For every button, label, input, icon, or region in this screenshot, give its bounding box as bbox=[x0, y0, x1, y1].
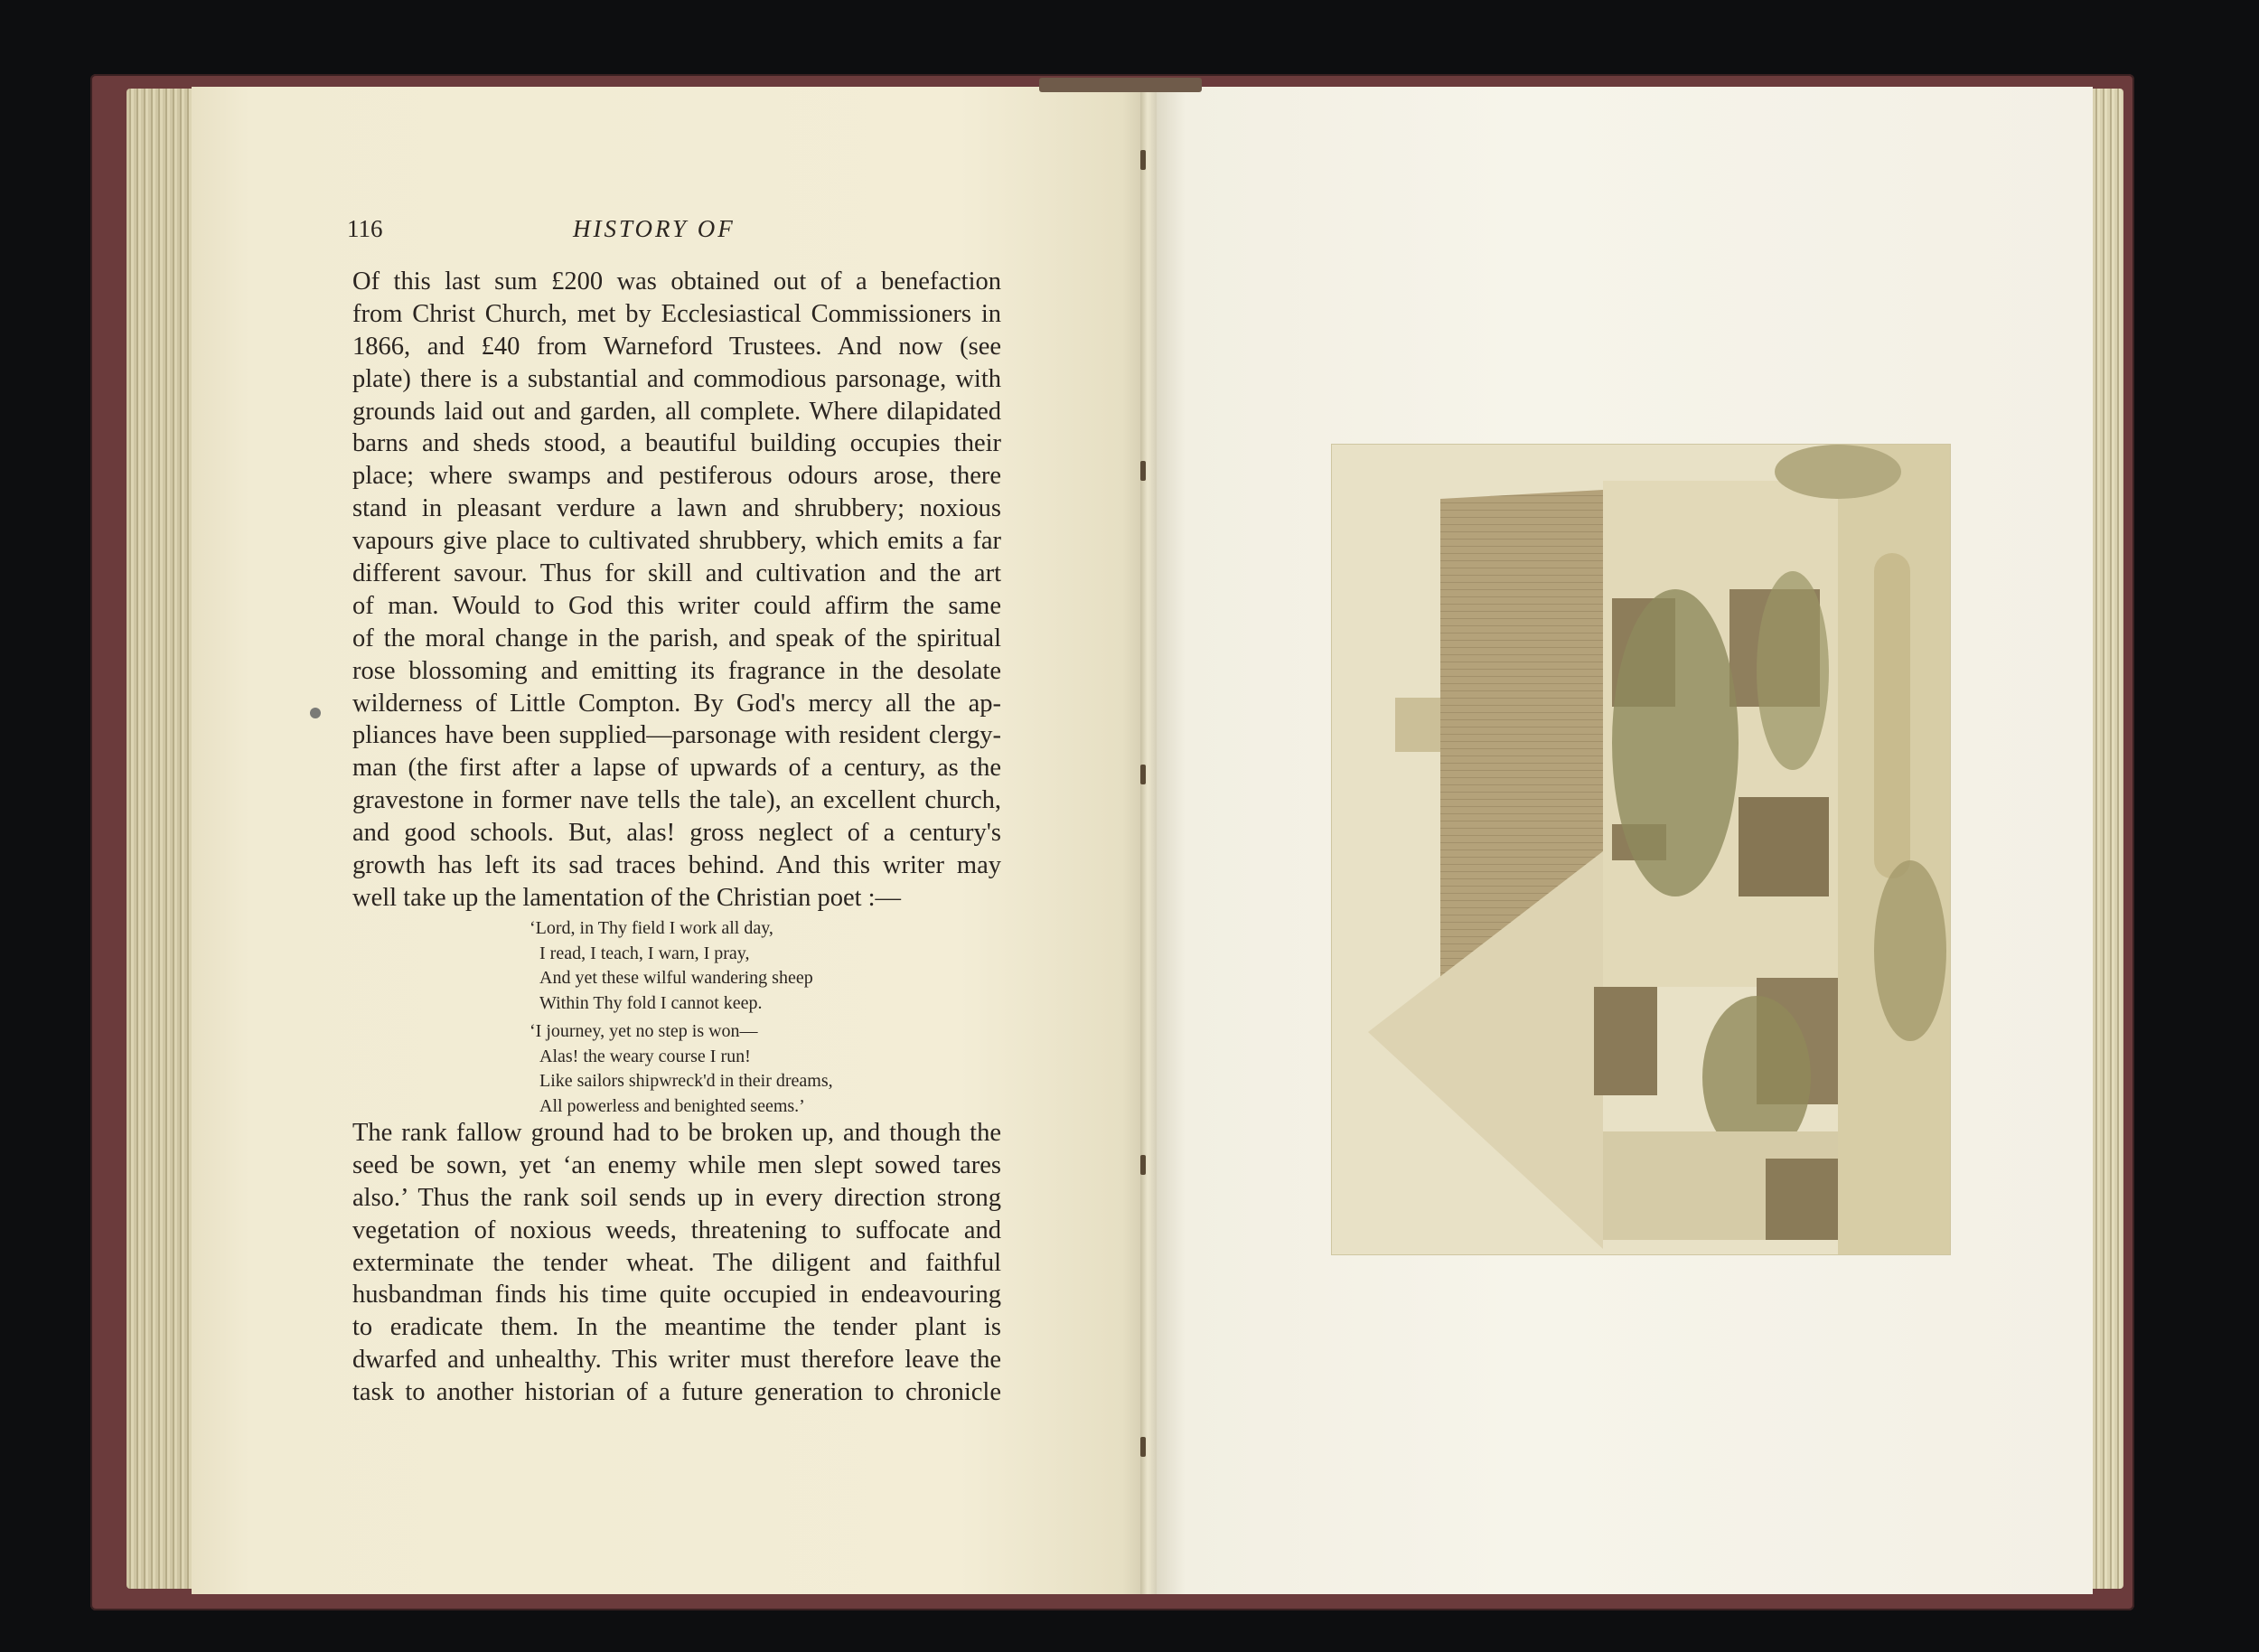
page-number: 116 bbox=[347, 215, 383, 242]
binding-stitch bbox=[1140, 1155, 1146, 1175]
poem-line: Within Thy fold I cannot keep. bbox=[539, 992, 763, 1013]
gutter bbox=[1140, 87, 1157, 1594]
text-line: from Christ Church, met by Ecclesiastical Commissioners in bbox=[352, 299, 1001, 328]
text-line: well take up the lamentation of the Christian poet :— bbox=[352, 883, 902, 912]
text-line: seed be sown, yet ‘an enemy while men slept sowed tares bbox=[352, 1150, 1001, 1179]
text-line: wilderness of Little Compton. By God's mercy all the ap- bbox=[352, 689, 1001, 718]
paragraph-2 bbox=[352, 1117, 1001, 1409]
text-line: gravestone in former nave tells the tale), an excellent church, bbox=[352, 786, 1001, 815]
text-line: also.’ Thus the rank soil sends up in every direction strong bbox=[352, 1183, 1001, 1212]
binding-stitch bbox=[1140, 1437, 1146, 1457]
text-line: man (the first after a lapse of upwards of a century, as the bbox=[352, 754, 1001, 783]
text-line: to eradicate them. In the meantime the tender plant is bbox=[352, 1313, 1001, 1342]
poem-stanza-2 bbox=[530, 1019, 909, 1119]
running-head bbox=[347, 215, 998, 248]
text-line: stand in pleasant verdure a lawn and shrubbery; noxious bbox=[352, 494, 1001, 523]
text-line: pliances have been supplied—parsonage with resident clergy- bbox=[352, 721, 1001, 750]
poem-line: I read, I teach, I warn, I pray, bbox=[539, 943, 750, 963]
photo-drawing bbox=[1332, 445, 1950, 1254]
poem-line: ‘Lord, in Thy field I work all day, bbox=[530, 918, 773, 938]
text-line: husbandman finds his time quite occupied in endeavouring bbox=[352, 1281, 1001, 1309]
text-line: grounds laid out and garden, all complete. Where dilapidated bbox=[352, 397, 1001, 426]
text-line: of the moral change in the parish, and speak of the spiritual bbox=[352, 624, 1001, 652]
text-line: place; where swamps and pestiferous odours arose, there bbox=[352, 462, 1001, 491]
text-line: barns and sheds stood, a beautiful building occupies their bbox=[352, 429, 1001, 458]
poem-line: ‘I journey, yet no step is won— bbox=[530, 1021, 758, 1041]
text-line: vapours give place to cultivated shrubbery, which emits a far bbox=[352, 527, 1001, 556]
ink-spot bbox=[310, 708, 321, 718]
poem-line: And yet these wilful wandering sheep bbox=[539, 968, 813, 988]
binding-stitch bbox=[1140, 150, 1146, 170]
text-line: growth has left its sad traces behind. And this writer may bbox=[352, 851, 1001, 880]
text-line: plate) there is a substantial and commodious parsonage, with bbox=[352, 364, 1001, 393]
parsonage-photograph bbox=[1332, 445, 1950, 1254]
text-line: of man. Would to God this writer could affirm the same bbox=[352, 591, 1001, 620]
poem-quotation bbox=[530, 916, 909, 1122]
text-line: 1866, and £40 from Warneford Trustees. And now (see bbox=[352, 332, 1001, 361]
poem-line: All powerless and benighted seems.’ bbox=[539, 1095, 805, 1116]
binding-stitch bbox=[1140, 765, 1146, 784]
text-line: different savour. Thus for skill and cultivation and the art bbox=[352, 559, 1001, 588]
text-line: dwarfed and unhealthy. This writer must therefore leave the bbox=[352, 1346, 1001, 1375]
binding-top bbox=[1039, 78, 1202, 92]
poem-line: Like sailors shipwreck'd in their dreams, bbox=[539, 1071, 833, 1091]
text-line: task to another historian of a future generation to chronicle bbox=[352, 1378, 1001, 1407]
text-line: The rank fallow ground had to be broken up, and though the bbox=[352, 1119, 1001, 1147]
text-line: Of this last sum £200 was obtained out of a benefaction bbox=[352, 268, 1001, 296]
running-title: HISTORY OF bbox=[573, 215, 736, 242]
text-line: exterminate the tender wheat. The diligent and faithful bbox=[352, 1248, 1001, 1277]
text-line: rose blossoming and emitting its fragrance in the desolate bbox=[352, 656, 1001, 685]
poem-stanza-1 bbox=[530, 916, 909, 1016]
text-line: vegetation of noxious weeds, threatening to suffocate and bbox=[352, 1216, 1001, 1244]
binding-stitch bbox=[1140, 461, 1146, 481]
text-line: and good schools. But, alas! gross neglect of a century's bbox=[352, 819, 1001, 848]
poem-line: Alas! the weary course I run! bbox=[539, 1046, 751, 1066]
paragraph-1 bbox=[352, 266, 1001, 915]
